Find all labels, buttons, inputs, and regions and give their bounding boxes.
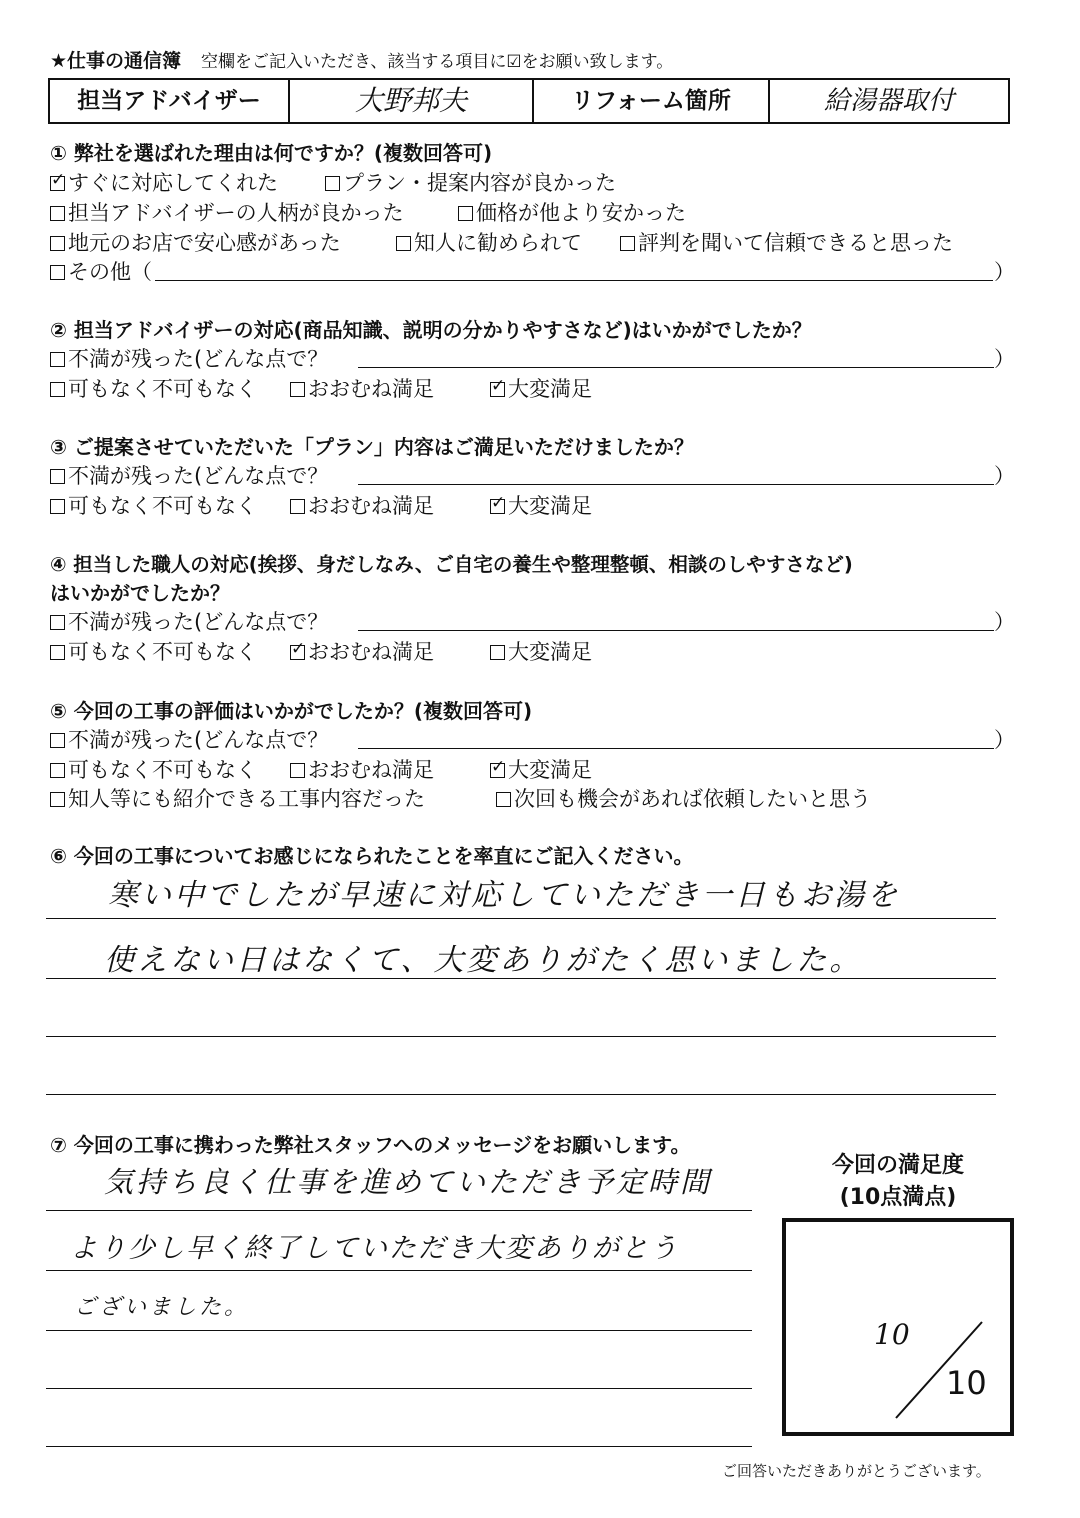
q3-option-2[interactable] bbox=[290, 490, 434, 520]
location-field[interactable]: 給湯器取付 bbox=[823, 86, 954, 116]
option-label: おおむね満足 bbox=[308, 377, 434, 401]
checkbox[interactable] bbox=[490, 645, 505, 660]
option-label: その他（ bbox=[68, 260, 152, 284]
option-label: 大変満足 bbox=[508, 377, 592, 401]
option-label: 大変満足 bbox=[508, 640, 592, 664]
option-label: 大変満足 bbox=[508, 758, 592, 782]
option-label: 知人等にも紹介できる工事内容だった bbox=[68, 787, 425, 811]
q7-writing-line-4[interactable] bbox=[46, 1388, 752, 1389]
option-label: おおむね満足 bbox=[308, 494, 434, 518]
checkbox-checked[interactable] bbox=[490, 499, 505, 514]
q3-dissatisfied[interactable] bbox=[50, 460, 328, 490]
checkbox[interactable] bbox=[50, 645, 65, 660]
option-label: 価格が他より安かった bbox=[476, 201, 686, 225]
q1-option-5[interactable] bbox=[50, 227, 341, 257]
option-label: 可もなく不可もなく bbox=[68, 494, 257, 518]
q2-option-2[interactable] bbox=[290, 373, 434, 403]
option-label: 可もなく不可もなく bbox=[68, 640, 257, 664]
q4-dissatisfied-line[interactable] bbox=[358, 630, 994, 631]
q3-option-1[interactable] bbox=[50, 490, 257, 520]
q4-title-cont: はいかがでしたか？ bbox=[50, 581, 230, 605]
checkbox[interactable] bbox=[290, 763, 305, 778]
adviser-label: 担当アドバイザー bbox=[50, 80, 290, 122]
checkbox[interactable] bbox=[50, 792, 65, 807]
checkbox-checked[interactable] bbox=[490, 763, 505, 778]
q4-option-2[interactable] bbox=[290, 636, 434, 666]
option-label: 不満が残った(どんな点で？ bbox=[68, 464, 329, 488]
score-value: 10 bbox=[874, 1318, 910, 1351]
q3-title: ③ ご提案させていただいた「プラン」内容はご満足いただけましたか？ bbox=[50, 435, 694, 459]
q2-dissatisfied-line[interactable] bbox=[358, 367, 994, 368]
checkbox[interactable] bbox=[458, 206, 473, 221]
option-label: 可もなく不可もなく bbox=[68, 377, 257, 401]
q5-option-2[interactable] bbox=[290, 754, 434, 784]
q7-writing-line-5[interactable] bbox=[46, 1446, 752, 1447]
q7-writing-line-2[interactable] bbox=[46, 1270, 752, 1271]
q6-writing-line-4[interactable] bbox=[46, 1094, 996, 1095]
q7-title: ⑦ 今回の工事に携わった弊社スタッフへのメッセージをお願いします。 bbox=[50, 1133, 691, 1157]
q5-close-paren: ） bbox=[994, 728, 1015, 752]
score-title: 今回の満足度 bbox=[831, 1153, 964, 1178]
q2-dissatisfied[interactable] bbox=[50, 343, 328, 373]
checkbox[interactable] bbox=[50, 763, 65, 778]
q1-option-1[interactable] bbox=[50, 167, 278, 197]
score-box[interactable] bbox=[782, 1218, 1014, 1436]
q2-option-3[interactable] bbox=[490, 373, 592, 403]
option-label: 不満が残った(どんな点で？ bbox=[68, 610, 329, 634]
q1-option-7[interactable] bbox=[620, 227, 953, 257]
q7-writing-line-1[interactable] bbox=[46, 1210, 752, 1211]
q1-other-line[interactable] bbox=[155, 280, 993, 281]
checkbox[interactable] bbox=[50, 352, 65, 367]
q7-writing-line-3[interactable] bbox=[46, 1330, 752, 1331]
q3-close-paren: ） bbox=[994, 464, 1015, 488]
option-label: 大変満足 bbox=[508, 494, 592, 518]
checkbox[interactable] bbox=[50, 499, 65, 514]
option-label: 担当アドバイザーの人柄が良かった bbox=[68, 201, 404, 225]
q5-dissatisfied-line[interactable] bbox=[358, 748, 994, 749]
q1-option-6[interactable] bbox=[396, 227, 582, 257]
checkbox[interactable] bbox=[496, 792, 511, 807]
q5-option-4[interactable] bbox=[50, 783, 425, 813]
option-label: おおむね満足 bbox=[308, 758, 434, 782]
q6-writing-line-2[interactable] bbox=[46, 978, 996, 979]
option-label: 評判を聞いて信頼できると思った bbox=[638, 231, 953, 255]
q6-handwritten-line-1: 寒い中でしたが早速に対応していただき一日もお湯を bbox=[108, 878, 900, 913]
checkbox[interactable] bbox=[50, 206, 65, 221]
checkbox[interactable] bbox=[50, 236, 65, 251]
checkbox[interactable] bbox=[50, 265, 65, 280]
checkbox[interactable] bbox=[50, 615, 65, 630]
q6-writing-line-1[interactable] bbox=[46, 918, 996, 919]
q5-option-5[interactable] bbox=[496, 783, 871, 813]
q4-close-paren: ） bbox=[994, 610, 1015, 634]
q6-title: ⑥ 今回の工事についてお感じになられたことを率直にご記入ください。 bbox=[50, 844, 694, 868]
q2-title: ② 担当アドバイザーの対応(商品知識、説明の分かりやすさなど)はいかがでしたか？ bbox=[50, 318, 812, 342]
q1-option-3[interactable] bbox=[50, 197, 404, 227]
checkbox[interactable] bbox=[290, 382, 305, 397]
location-label: リフォーム箇所 bbox=[534, 80, 770, 122]
form-instructions: 空欄をご記入いただき、該当する項目に☑をお願い致します。 bbox=[201, 52, 674, 72]
q5-option-3[interactable] bbox=[490, 754, 592, 784]
checkbox[interactable] bbox=[290, 499, 305, 514]
option-label: 地元のお店で安心感があった bbox=[68, 231, 341, 255]
q3-dissatisfied-line[interactable] bbox=[358, 484, 994, 485]
q7-handwritten-line-2: より少し早く終了していただき大変ありがとう bbox=[70, 1233, 679, 1264]
option-label: プラン・提案内容が良かった bbox=[343, 171, 616, 195]
option-label: おおむね満足 bbox=[308, 640, 434, 664]
q1-title: ① 弊社を選ばれた理由は何ですか？(複数回答可) bbox=[50, 141, 493, 165]
checkbox-checked[interactable] bbox=[290, 645, 305, 660]
form-title-text: ★仕事の通信簿 bbox=[50, 50, 182, 72]
option-label: 不満が残った(どんな点で？ bbox=[68, 728, 329, 752]
form-title bbox=[50, 46, 673, 73]
option-label: すぐに対応してくれた bbox=[68, 171, 278, 195]
header-table bbox=[48, 78, 1010, 124]
q4-option-3[interactable] bbox=[490, 636, 592, 666]
checkbox[interactable] bbox=[620, 236, 635, 251]
q6-handwritten-line-2: 使えない日はなくて、大変ありがたく思いました。 bbox=[104, 943, 863, 978]
q5-title: ⑤ 今回の工事の評価はいかがでしたか？(複数回答可) bbox=[50, 699, 533, 723]
checkbox-checked[interactable] bbox=[50, 176, 65, 191]
adviser-name-field[interactable]: 大野邦夫 bbox=[290, 80, 534, 122]
q3-option-3[interactable] bbox=[490, 490, 592, 520]
checkbox-checked[interactable] bbox=[490, 382, 505, 397]
checkbox[interactable] bbox=[325, 176, 340, 191]
checkbox[interactable] bbox=[50, 733, 65, 748]
q1-option-other[interactable] bbox=[50, 256, 152, 286]
q6-writing-line-3[interactable] bbox=[46, 1036, 996, 1037]
option-label: 可もなく不可もなく bbox=[68, 758, 257, 782]
q7-handwritten-line-3: ございました。 bbox=[74, 1295, 250, 1320]
q1-close-paren: ） bbox=[994, 260, 1015, 284]
q7-handwritten-line-1: 気持ち良く仕事を進めていただき予定時間 bbox=[104, 1165, 713, 1199]
checkbox[interactable] bbox=[50, 382, 65, 397]
score-max: 10 bbox=[946, 1364, 987, 1402]
option-label: 知人に勧められて bbox=[414, 231, 582, 255]
checkbox[interactable] bbox=[50, 469, 65, 484]
q5-option-1[interactable] bbox=[50, 754, 257, 784]
checkbox[interactable] bbox=[396, 236, 411, 251]
q4-option-1[interactable] bbox=[50, 636, 257, 666]
q1-option-4[interactable] bbox=[458, 197, 686, 227]
q2-option-1[interactable] bbox=[50, 373, 257, 403]
option-label: 不満が残った(どんな点で？ bbox=[68, 347, 329, 371]
q4-title: ④ 担当した職人の対応(挨拶、身だしなみ、ご自宅の養生や整理整頓、相談のしやすさなど) bbox=[50, 553, 853, 576]
q1-option-2[interactable] bbox=[325, 167, 616, 197]
q4-dissatisfied[interactable] bbox=[50, 606, 328, 636]
score-subtitle: (10点満点) bbox=[839, 1185, 957, 1210]
q2-close-paren: ） bbox=[994, 347, 1015, 371]
footer-thanks: ご回答いただきありがとうございます。 bbox=[722, 1462, 991, 1480]
q5-dissatisfied[interactable] bbox=[50, 724, 328, 754]
option-label: 次回も機会があれば依頼したいと思う bbox=[514, 787, 871, 811]
